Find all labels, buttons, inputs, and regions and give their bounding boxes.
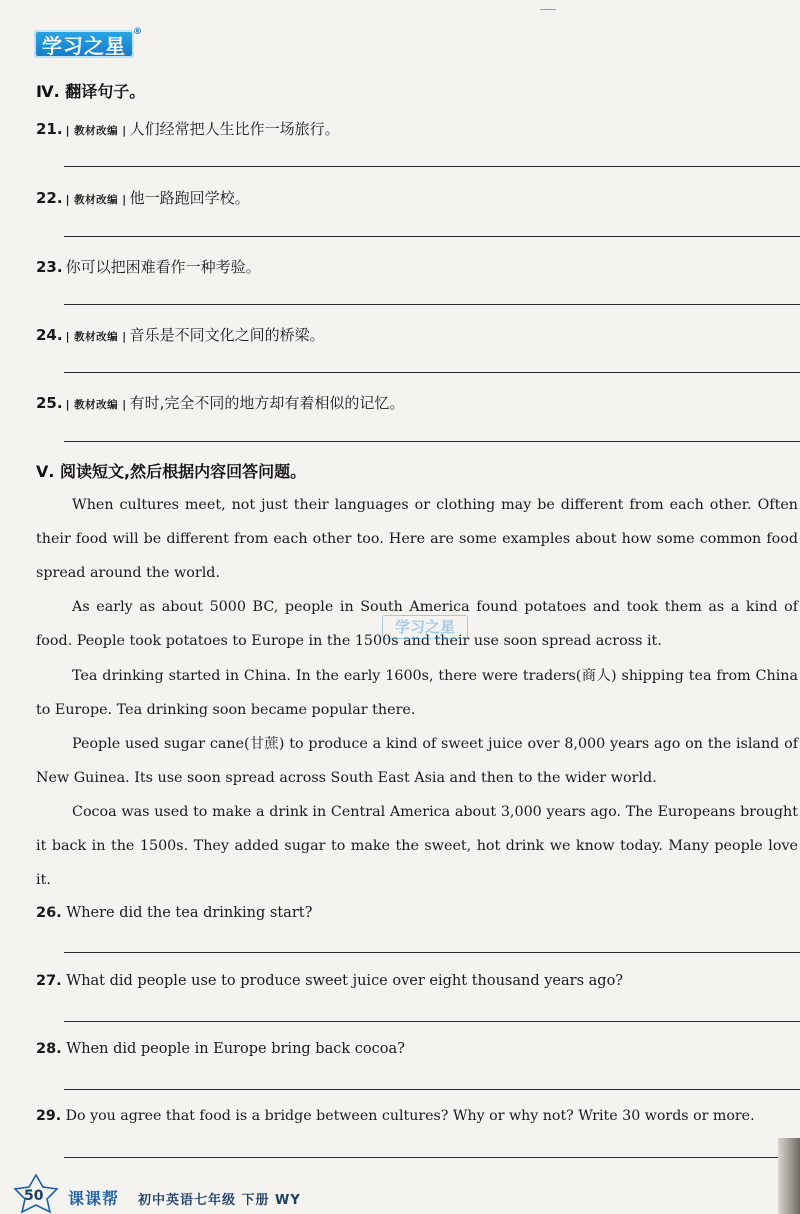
answer-line-21[interactable] bbox=[64, 166, 800, 167]
question-text: What did people use to produce sweet juice over eight thousand years ago? bbox=[66, 973, 624, 989]
answer-line-22[interactable] bbox=[64, 236, 800, 237]
passage-paragraph-4: People used sugar cane(甘蔗) to produce a kind of sweet juice over 8,000 years ago on the island of New Guinea. Its use soon spread across South East Asia and then to the wider world. bbox=[36, 736, 798, 786]
question-29 bbox=[36, 1108, 755, 1124]
question-number: 27. bbox=[36, 973, 62, 989]
question-number: 28. bbox=[36, 1041, 62, 1057]
question-27 bbox=[36, 973, 623, 989]
question-21 bbox=[36, 118, 340, 139]
question-text: When did people in Europe bring back cocoa? bbox=[66, 1041, 405, 1057]
question-25 bbox=[36, 392, 404, 413]
answer-line-23[interactable] bbox=[64, 304, 800, 305]
textbook-adapted-tag: | 教材改编 | bbox=[65, 194, 127, 206]
question-number: 25. bbox=[36, 394, 63, 412]
question-text: 人们经常把人生比作一场旅行。 bbox=[129, 120, 340, 138]
question-28 bbox=[36, 1041, 405, 1057]
question-number: 21. bbox=[36, 120, 63, 138]
section-4-title: Ⅳ. 翻译句子。 bbox=[36, 82, 146, 101]
registered-mark: ® bbox=[133, 27, 143, 37]
question-number: 23. bbox=[36, 258, 63, 276]
question-24 bbox=[36, 324, 325, 345]
page-number: 50 bbox=[24, 1188, 44, 1204]
scan-mark bbox=[540, 9, 556, 10]
question-text: Where did the tea drinking start? bbox=[66, 905, 313, 921]
answer-line-26[interactable] bbox=[64, 952, 800, 953]
footer-series: 初中英语七年级 下册 WY bbox=[138, 1193, 301, 1208]
book-spine-edge bbox=[778, 1138, 800, 1214]
publisher-logo bbox=[34, 27, 143, 58]
question-number: 26. bbox=[36, 905, 62, 921]
question-text: 他一路跑回学校。 bbox=[129, 189, 250, 207]
answer-line-24[interactable] bbox=[64, 372, 800, 373]
passage-paragraph-1: When cultures meet, not just their languages or clothing may be different from each other. Often their food will be different from each other too. Here are some examples about how some common food spread around the world. bbox=[36, 497, 798, 581]
question-23 bbox=[36, 256, 261, 277]
textbook-adapted-tag: | 教材改编 | bbox=[65, 399, 127, 411]
textbook-adapted-tag: | 教材改编 | bbox=[65, 331, 127, 343]
answer-line-29[interactable] bbox=[64, 1157, 778, 1158]
logo-text: 学习之星 bbox=[42, 33, 126, 58]
question-26 bbox=[36, 905, 312, 921]
answer-line-28[interactable] bbox=[64, 1089, 800, 1090]
question-text: 你可以把困难看作一种考验。 bbox=[65, 258, 261, 276]
answer-line-25[interactable] bbox=[64, 441, 800, 442]
question-22 bbox=[36, 187, 250, 208]
watermark-logo: 学习之星 bbox=[382, 615, 468, 639]
passage-paragraph-2: As early as about 5000 BC, people in South America found potatoes and took them as a kind of food. People took potatoes to Europe in the 1500s and their use soon spread across it. bbox=[36, 599, 798, 649]
passage-paragraph-5: Cocoa was used to make a drink in Central America about 3,000 years ago. The Europeans brought it back in the 1500s. They added sugar to make the sweet, hot drink we know today. Many people love it. bbox=[36, 804, 798, 888]
question-number: 29. bbox=[36, 1108, 62, 1124]
textbook-adapted-tag: | 教材改编 | bbox=[65, 125, 127, 137]
question-text: Do you agree that food is a bridge between cultures? Why or why not? Write 30 words or more. bbox=[65, 1108, 755, 1124]
section-5-title: Ⅴ. 阅读短文,然后根据内容回答问题。 bbox=[36, 462, 307, 481]
footer-brand: 课课帮 bbox=[68, 1189, 120, 1208]
page-footer bbox=[0, 1168, 800, 1214]
answer-line-27[interactable] bbox=[64, 1021, 800, 1022]
question-text: 有时,完全不同的地方却有着相似的记忆。 bbox=[129, 394, 405, 412]
passage-paragraph-3: Tea drinking started in China. In the early 1600s, there were traders(商人) shipping tea from China to Europe. Tea drinking soon became popular there. bbox=[36, 668, 798, 718]
question-number: 24. bbox=[36, 326, 63, 344]
question-text: 音乐是不同文化之间的桥梁。 bbox=[129, 326, 325, 344]
question-number: 22. bbox=[36, 189, 63, 207]
